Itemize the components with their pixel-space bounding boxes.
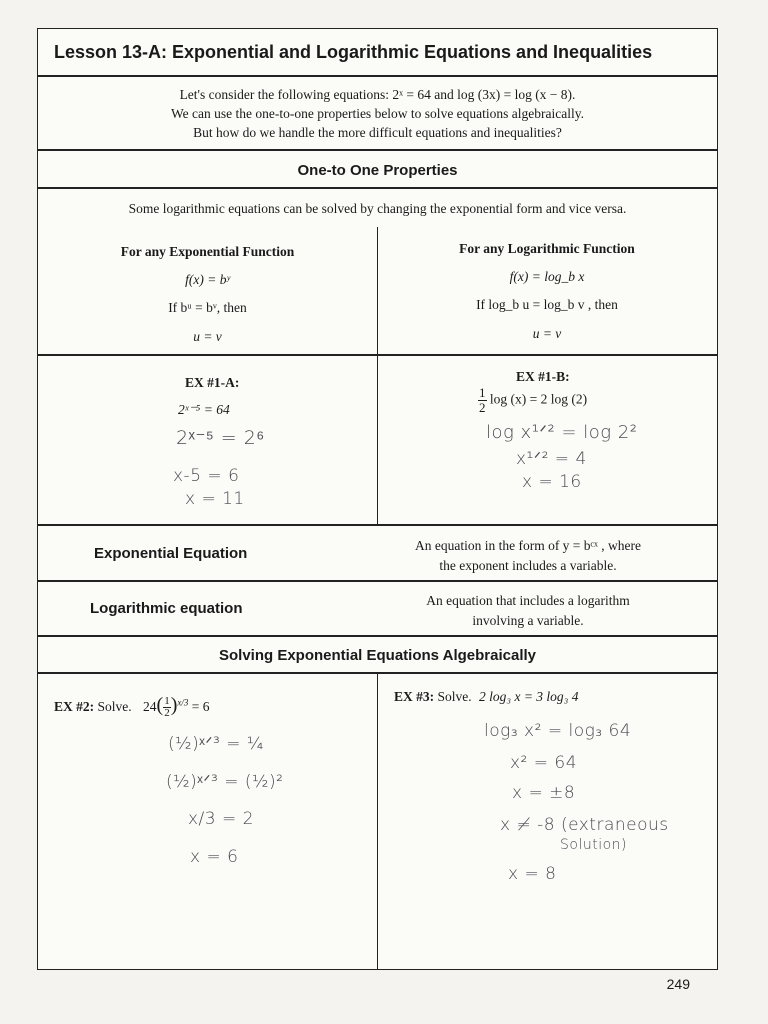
ex1b-fraction-den: 2 (479, 400, 486, 415)
divider (38, 187, 717, 189)
ex1b-work-1: log x¹ᐟ² = log 2² (486, 422, 638, 443)
definition-line: An equation that includes a logarithm (426, 593, 630, 608)
ex2-work-1: (½)ˣᐟ³ = ¼ (168, 734, 264, 754)
divider (38, 149, 717, 151)
exp-function-condition: If bᵘ = bᵛ, then (168, 300, 247, 315)
ex2-rhs: = 6 (191, 699, 210, 714)
definition-line: the exponent includes a variable. (439, 558, 617, 573)
divider (38, 635, 717, 637)
column-divider (377, 354, 378, 524)
log-function-heading: For any Logarithmic Function (459, 241, 635, 256)
divider (38, 580, 717, 582)
ex1b-fraction-num: 1 (479, 385, 486, 400)
ex3-work-4: x ≠ -8 (extraneous (500, 815, 669, 835)
ex2-problem: EX #2: Solve. 24( $\frac{1}{2}$ )$^{x/3}$ = 6 (54, 694, 210, 720)
ex2-fraction (163, 696, 171, 719)
ex1b-label: EX #1-B: (516, 369, 570, 384)
ex3-work-1: log₃ x² = log₃ 64 (484, 721, 632, 741)
solving-heading: Solving Exponential Equations Algebraically (218, 647, 536, 664)
intro-line-1: Let's consider the following equations: 2ˣ = 64 and log (3x) = log (x − 8). (179, 87, 576, 102)
ex2-label: EX #2: (54, 699, 95, 714)
log-function-condition: If log_b u = log_b v , then (476, 297, 618, 312)
definition-exponential-equation (338, 536, 718, 576)
term-exponential-equation: Exponential Equation (94, 545, 248, 562)
ex1a-work-1: 2ˣ⁻⁵ = 2⁶ (176, 427, 265, 449)
exp-function-formula: f(x) = bʸ (185, 272, 230, 287)
definition-line: involving a variable. (472, 613, 584, 628)
ex3-problem (394, 689, 579, 705)
page-number: 249 (666, 976, 690, 992)
ex1b-work-2: x¹ᐟ² = 4 (516, 449, 587, 469)
ex3-work-6: x = 8 (508, 864, 557, 884)
lesson-title: Lesson 13-A: Exponential and Logarithmic Equations and Inequalities (38, 29, 717, 77)
term-logarithmic-equation: Logarithmic equation (90, 600, 243, 617)
ex1a-work-2: x-5 = 6 (173, 466, 240, 486)
ex3-work-3: x = ±8 (512, 783, 576, 803)
one-to-one-description: Some logarithmic equations can be solved by changing the exponential form and vice versa. (128, 201, 627, 216)
log-function-formula: f(x) = log_b x (509, 269, 585, 284)
ex2-exponent: x/3 (177, 697, 189, 708)
ex2-fraction-num: 1 (164, 695, 170, 708)
ex3-work-2: x² = 64 (510, 753, 578, 773)
ex2-solve: Solve. (97, 699, 132, 714)
intro-line-3: But how do we handle the more difficult equations and inequalities? (193, 125, 562, 140)
ex2-work-4: x = 6 (190, 847, 239, 867)
ex2-work-2: (½)ˣᐟ³ = (½)² (166, 772, 284, 792)
ex1b-work-3: x = 16 (522, 472, 582, 492)
ex3-solve: Solve. (437, 689, 472, 704)
intro-text (38, 85, 717, 142)
one-to-one-heading: One-to One Properties (297, 162, 458, 179)
ex3-label: EX #3: (394, 689, 435, 704)
ex2-fraction-den: 2 (164, 707, 170, 720)
ex3-work-5: Solution) (560, 837, 627, 853)
ex1b-fraction (478, 386, 487, 415)
ex3-equation: 2 log₃ x = 3 log₃ 4 (479, 689, 579, 704)
ex2-coef: 24 (143, 699, 157, 714)
intro-line-2: We can use the one-to-one properties below to solve equations algebraically. (170, 106, 584, 121)
definition-logarithmic-equation (338, 591, 718, 631)
divider (38, 524, 717, 526)
ex1a-equation: 2ˣ⁻⁵ = 64 (178, 402, 230, 417)
ex1a-label: EX #1-A: (185, 375, 240, 390)
log-function-result: u = v (532, 326, 562, 341)
ex1b-equation-wrap (478, 386, 587, 415)
ex1a-work-3: x = 11 (185, 489, 245, 509)
ex1b-equation: log (x) = 2 log (2) (489, 391, 588, 407)
exp-function-result: u = v (193, 329, 222, 344)
worksheet-page (37, 28, 718, 970)
definition-line: An equation in the form of y = bᶜˣ , where (414, 538, 642, 553)
exp-function-heading: For any Exponential Function (120, 244, 295, 259)
ex2-work-3: x/3 = 2 (188, 809, 254, 829)
column-divider (377, 672, 378, 969)
